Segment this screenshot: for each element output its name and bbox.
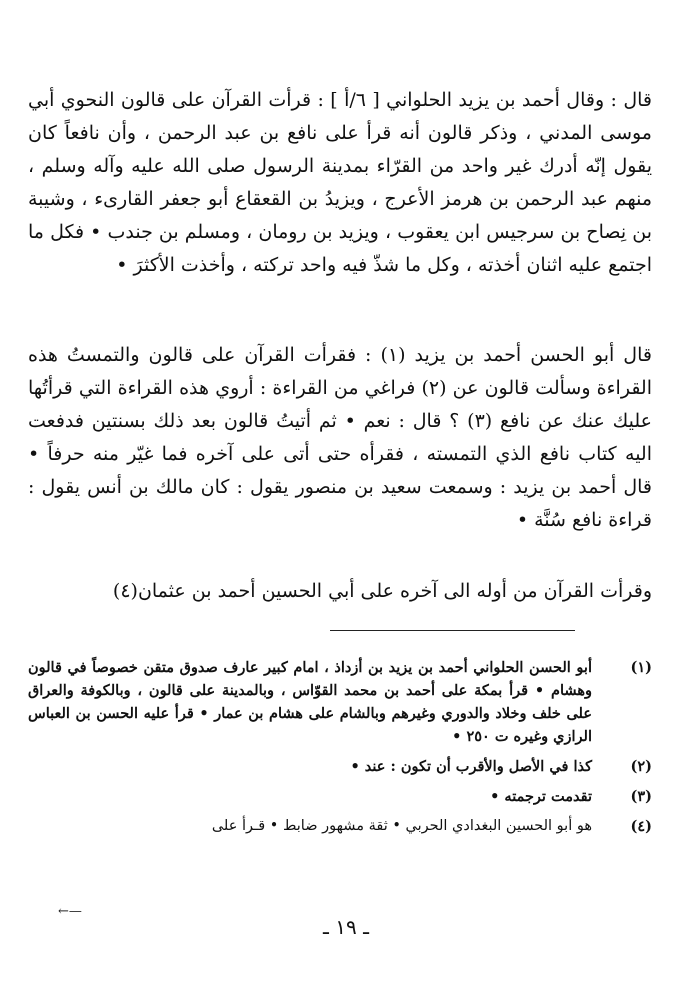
footnote-1 xyxy=(28,656,652,748)
footnote-number: (٣) xyxy=(630,788,652,805)
footnotes xyxy=(28,656,652,845)
paragraph-2: قال أبو الحسن أحمد بن يزيد (١) : فقرأت القرآن على قالون والتمستُ هذه القراءة وسألت قالون عن (٢) فراغي من القراءة : أروي هذه القراءة التي قرأتُها عليك عنك عن نافع (٣) ؟ قال : نعم • ثم أتيتُ قالون بعد ذلك بسنتين فدفعت اليه كتاب نافع الذي التمسته ، فقرأه حتى أتى على آخره فما غيّر منه حرفاً • قال أحمد بن يزيد : وسمعت سعيد بن منصور يقول : كان مالك بن أنس يقول : قراءة نافع سُنَّة • xyxy=(28,344,653,531)
footnote-text: كذا في الأصل والأقرب أن تكون : عند • xyxy=(350,758,592,775)
footnote-number: (١) xyxy=(630,659,652,676)
footnote-divider xyxy=(330,630,575,631)
footnote-number: (٤) xyxy=(630,818,652,835)
page-number: ـ ١٩ ـ xyxy=(323,915,369,939)
paragraph-1: قال : وقال أحمد بن يزيد الحلواني [ ٦/أ ] : قرأت القرآن على قالون النحوي أبي موسى المدني ، وذكر قالون أنه قرأ على نافع بن عبد الرحمن ، وأن نافعاً كان يقول إنّه أدرك غير واحد من القرّاء بمدينة الرسول صلى الله عليه وآله وسلم ، منهم عبد الرحمن بن هرمز الأعرج ، ويزيدُ بن القعقاع أبو جعفر القارىء ، وشيبة بن نِصاح بن سرجيس ابن يعقوب ، ويزيد بن رومان ، ومسلم بن جندب • فكل ما اجتمع عليه اثنان أخذته ، وكل ما شذّ فيه واحد تركته ، وأخذت الأكثرَ • xyxy=(28,89,652,276)
footnote-text: هو أبو الحسين البغدادي الحربي • ثقة مشهور ضابط • قـرأ على xyxy=(211,818,592,834)
footnote-text: تقدمت ترجمته • xyxy=(490,788,592,805)
footnote-number: (٢) xyxy=(630,758,652,775)
footnote-4 xyxy=(28,815,652,838)
footnote-2 xyxy=(28,755,652,778)
paragraph-3: وقرأت القرآن من أوله الى آخره على أبي الحسين أحمد بن عثمان(٤) xyxy=(112,580,652,602)
footnote-3 xyxy=(28,785,652,808)
continuation-arrow-icon: ←— xyxy=(58,904,82,919)
footnote-text: أبو الحسن الحلواني أحمد بن يزيد بن أزداذ ، امام كبير عارف صدوق متقن خصوصاً في قالون وهشام • قرأ بمكة على أحمد بن محمد القوّاس ، وبالمدينة على قالون ، وبالكوفة والعراق على خلف وخلاد والدوري وغيرهم وبالشام على هشام بن عمار • قرأ عليه الحسن بن العباس الرازي وغيره ت ٢٥٠ • xyxy=(28,659,592,745)
